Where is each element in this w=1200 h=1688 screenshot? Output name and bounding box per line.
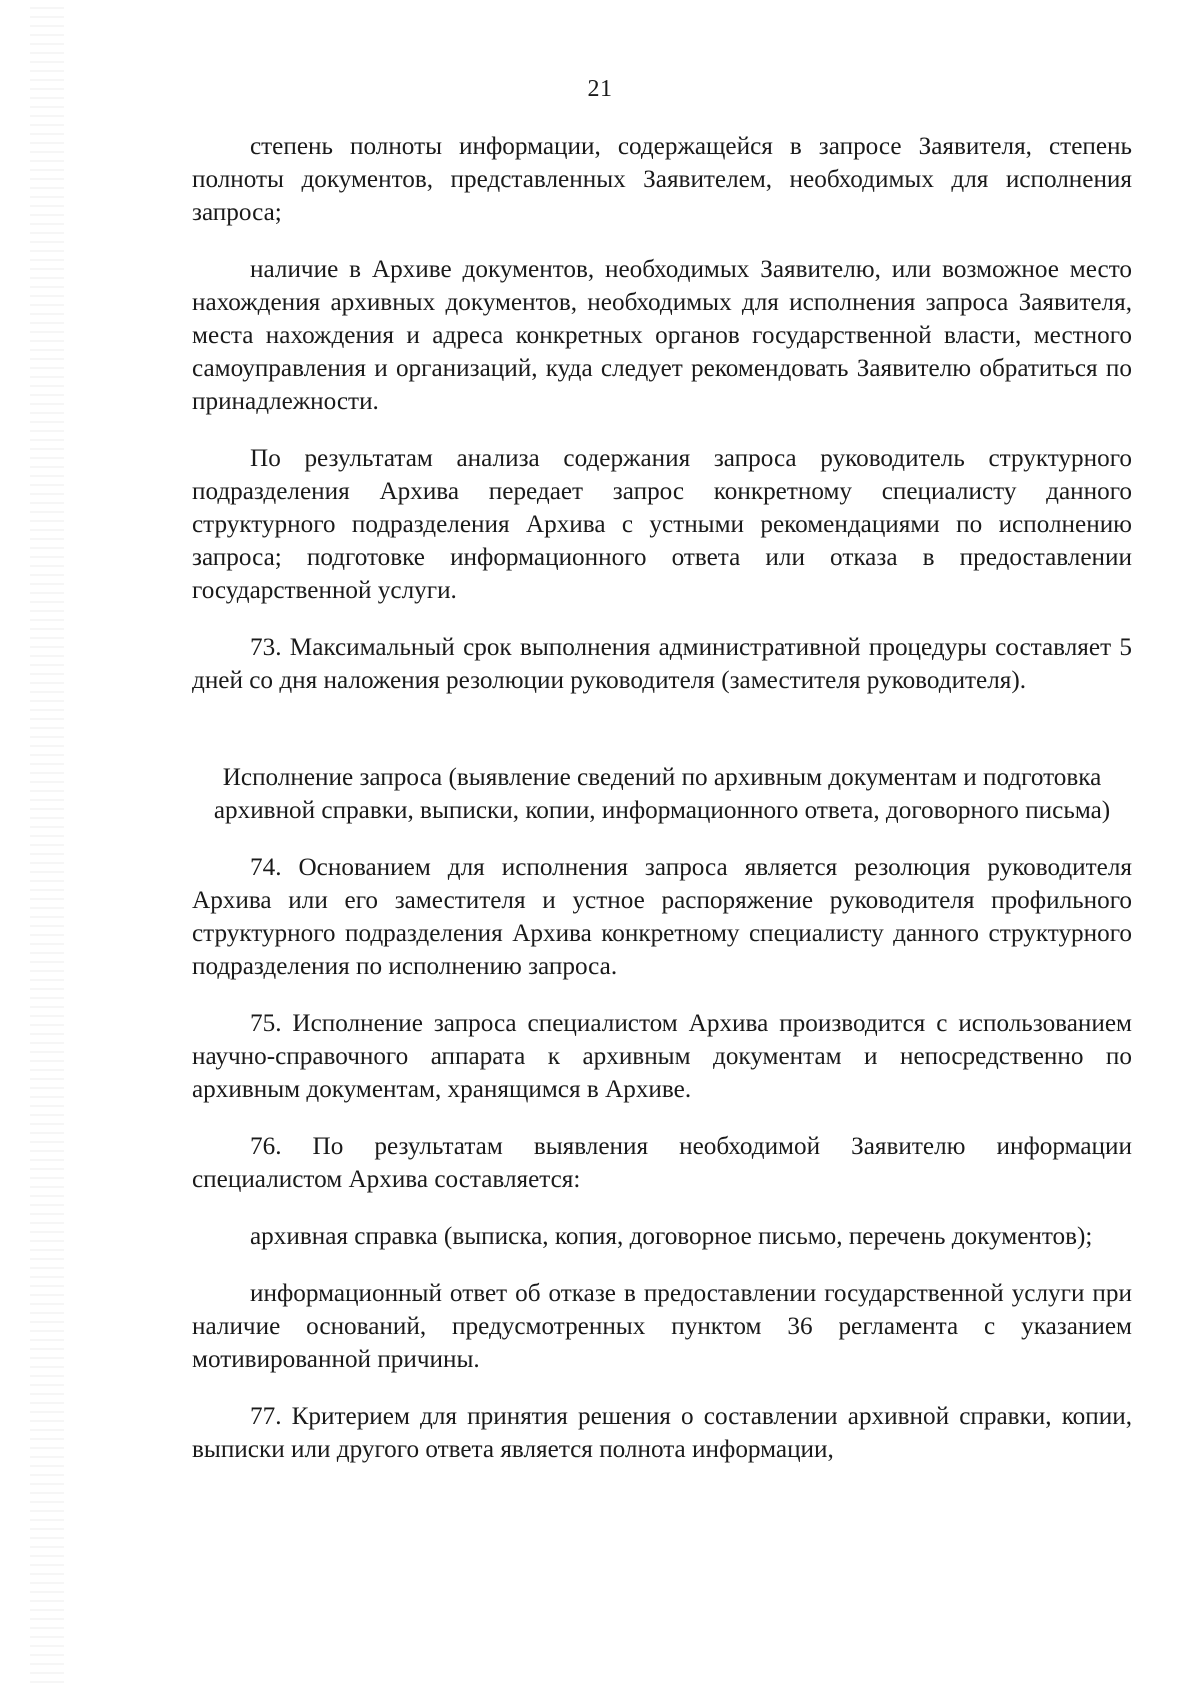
paragraph-analysis-results: По результатам анализа содержания запроса руководитель структурного подразделения Архива передает запрос конкретному специалисту данного структурного подразделения Архива с устными рекомендациями по исполнению запроса; подготовке информационного ответа или отказа в предоставлении государственной услуги. <box>192 445 1132 604</box>
page-number: 21 <box>587 76 613 102</box>
paragraph-75: 75. Исполнение запроса специалистом Архива производится с использованием научно-справочного аппарата к архивным документам и непосредственно по архивным документам, хранящимся в Архиве. <box>192 1010 1132 1103</box>
document-body <box>192 130 1132 1466</box>
section-heading: Исполнение запроса (выявление сведений по архивным документам и подготовка архивной справки, выписки, копии, информационного ответа, договорного письма) <box>213 764 1111 824</box>
paragraph-73: 73. Максимальный срок выполнения административной процедуры составляет 5 дней со дня наложения резолюции руководителя (заместителя руководителя). <box>192 634 1132 694</box>
paragraph-completeness: степень полноты информации, содержащейся в запросе Заявителя, степень полноты документов, представленных Заявителем, необходимых для исполнения запроса; <box>192 133 1132 226</box>
paragraph-documents-location: наличие в Архиве документов, необходимых Заявителю, или возможное место нахождения архивных документов, необходимых для исполнения запроса Заявителя, места нахождения и адреса конкретных органов государственной власти, местного самоуправления и организаций, куда следует рекомендовать Заявителю обратиться по принадлежности. <box>192 256 1132 415</box>
paragraph-74: 74. Основанием для исполнения запроса является резолюция руководителя Архива или его заместителя и устное распоряжение руководителя профильного структурного подразделения Архива конкретному специалисту данного структурного подразделения по исполнению запроса. <box>192 854 1132 980</box>
paragraph-refusal-response: информационный ответ об отказе в предоставлении государственной услуги при наличие оснований, предусмотренных пунктом 36 регламента с указанием мотивированной причины. <box>192 1280 1132 1373</box>
scan-edge-artifact <box>30 0 64 1688</box>
paragraph-77: 77. Критерием для принятия решения о составлении архивной справки, копии, выписки или другого ответа является полнота информации, <box>192 1403 1132 1463</box>
paragraph-archive-certificate: архивная справка (выписка, копия, договорное письмо, перечень документов); <box>250 1223 1093 1250</box>
paragraph-76: 76. По результатам выявления необходимой Заявителю информации специалистом Архива составляется: <box>192 1133 1132 1193</box>
